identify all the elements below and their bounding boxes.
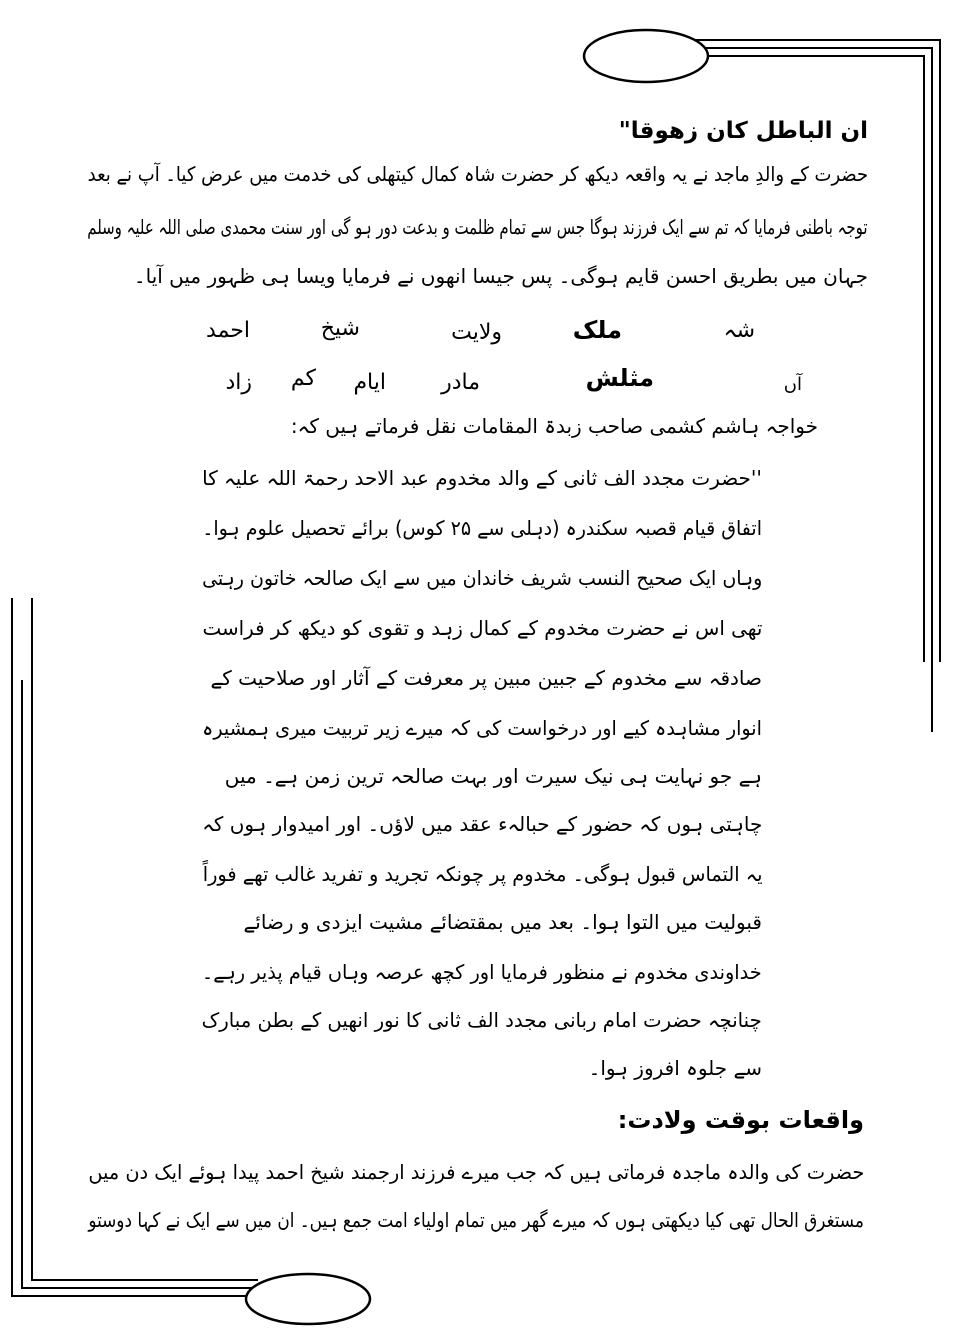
quote-line: اتفاق قیام قصبہ سکندرہ (دہلی سے ۲۵ کوس) برائے تحصیل علوم ہوا۔ — [202, 516, 762, 540]
quote-intro-line: خواجہ ہاشم کشمی صاحب زبدۃ المقامات نقل فرماتے ہیں کہ: — [290, 414, 818, 438]
poem-word: آں — [783, 374, 802, 395]
bottom-oval-ornament — [246, 1274, 370, 1324]
quote-line: صادقہ سے مخدوم کے جبین مبین پر معرفت کے آثار اور صلاحیت کے — [210, 666, 762, 690]
quote-line: خداوندی مخدوم نے منظور فرمایا اور کچھ عرصہ وہاں قیام پذیر رہے۔ — [202, 960, 762, 984]
quote-line: تھی اس نے حضرت مخدوم کے کمال زہد و تقوی کو دیکھ کر فراست — [202, 616, 762, 640]
top-oval-ornament — [584, 30, 708, 82]
poem-word: احمد — [206, 318, 250, 343]
poem-word: شیخ — [320, 316, 360, 341]
poem-word: شہ — [723, 318, 755, 343]
poem-word: ملک — [572, 316, 622, 344]
quote-line: قبولیت میں التوا ہوا۔ بعد میں بمقتضائے مشیت ایزدی و رضائے — [243, 910, 762, 934]
intro-line-3: جہان میں بطریق احسن قایم ہوگی۔ پس جیسا انھوں نے فرمایا ویسا ہی ظہور میں آیا۔ — [133, 264, 868, 288]
quote-line: وہاں ایک صحیح النسب شریف خاندان میں سے ایک صالحہ خاتون رہتی — [201, 566, 762, 590]
quote-line: چنانچہ حضرت امام ربانی مجدد الف ثانی کا نور انھیں کے بطن مبارک — [201, 1008, 762, 1032]
quote-line: ہے جو نہایت ہی نیک سیرت اور بہت صالحہ ترین زمن ہے۔ میں — [224, 764, 762, 788]
section-line-1: حضرت کی والدہ ماجدہ فرماتی ہیں کہ جب میرے فرزند ارجمند شیخ احمد پیدا ہوئے ایک دن میں — [87, 1160, 864, 1184]
poem-word: زاد — [225, 370, 252, 395]
section-heading: واقعات بوقت ولادت: — [617, 1106, 864, 1134]
quote-line: یہ التماس قبول ہوگی۔ مخدوم پر چونکہ تجرید و تفرید غالب تھے فوراً — [202, 862, 762, 886]
border-line-bottom-outer — [12, 598, 258, 1296]
intro-line-1: حضرت کے والدِ ماجد نے یہ واقعہ دیکھ کر حضرت شاہ کمال کیتھلی کی خدمت میں عرض کیا۔ آپ نے بعد — [87, 162, 868, 186]
poem-word: مادر — [441, 370, 480, 395]
quote-line: ''حضرت مجدد الف ثانی کے والد مخدوم عبد الاحد رحمۃ اللہ علیہ کا — [202, 466, 762, 490]
quote-line: سے جلوہ افروز ہوا۔ — [588, 1056, 762, 1080]
quote-line: چاہتی ہوں کہ حضور کے حبالہء عقد میں لاؤں۔ اور امیدوار ہوں کہ — [201, 812, 762, 836]
poem-word: ایام — [353, 370, 386, 395]
poem-word: ولایت — [451, 320, 502, 345]
poem-word: مثلش — [585, 364, 654, 392]
quote-line: انوار مشاہدہ کیے اور درخواست کی کہ میرے زیر تربیت میری ہمشیرہ — [202, 716, 762, 740]
poem-word: کم — [290, 366, 316, 391]
border-line-bottom-middle — [22, 680, 258, 1288]
opening-quote-line: ان الباطل کان زھوقا" — [618, 118, 868, 144]
section-line-2: مستغرق الحال تھی کیا دیکھتی ہوں کہ میرے گھر میں تمام اولیاء امت جمع ہیں۔ ان میں سے ایک نے کہا دوستو — [88, 1208, 864, 1232]
intro-line-2: توجہ باطنی فرمایا کہ تم سے ایک فرزند ہوگا جس سے تمام ظلمت و بدعت دور ہو گی اور سنت محمدی صلی اللہ علیہ وسلم — [87, 215, 868, 239]
